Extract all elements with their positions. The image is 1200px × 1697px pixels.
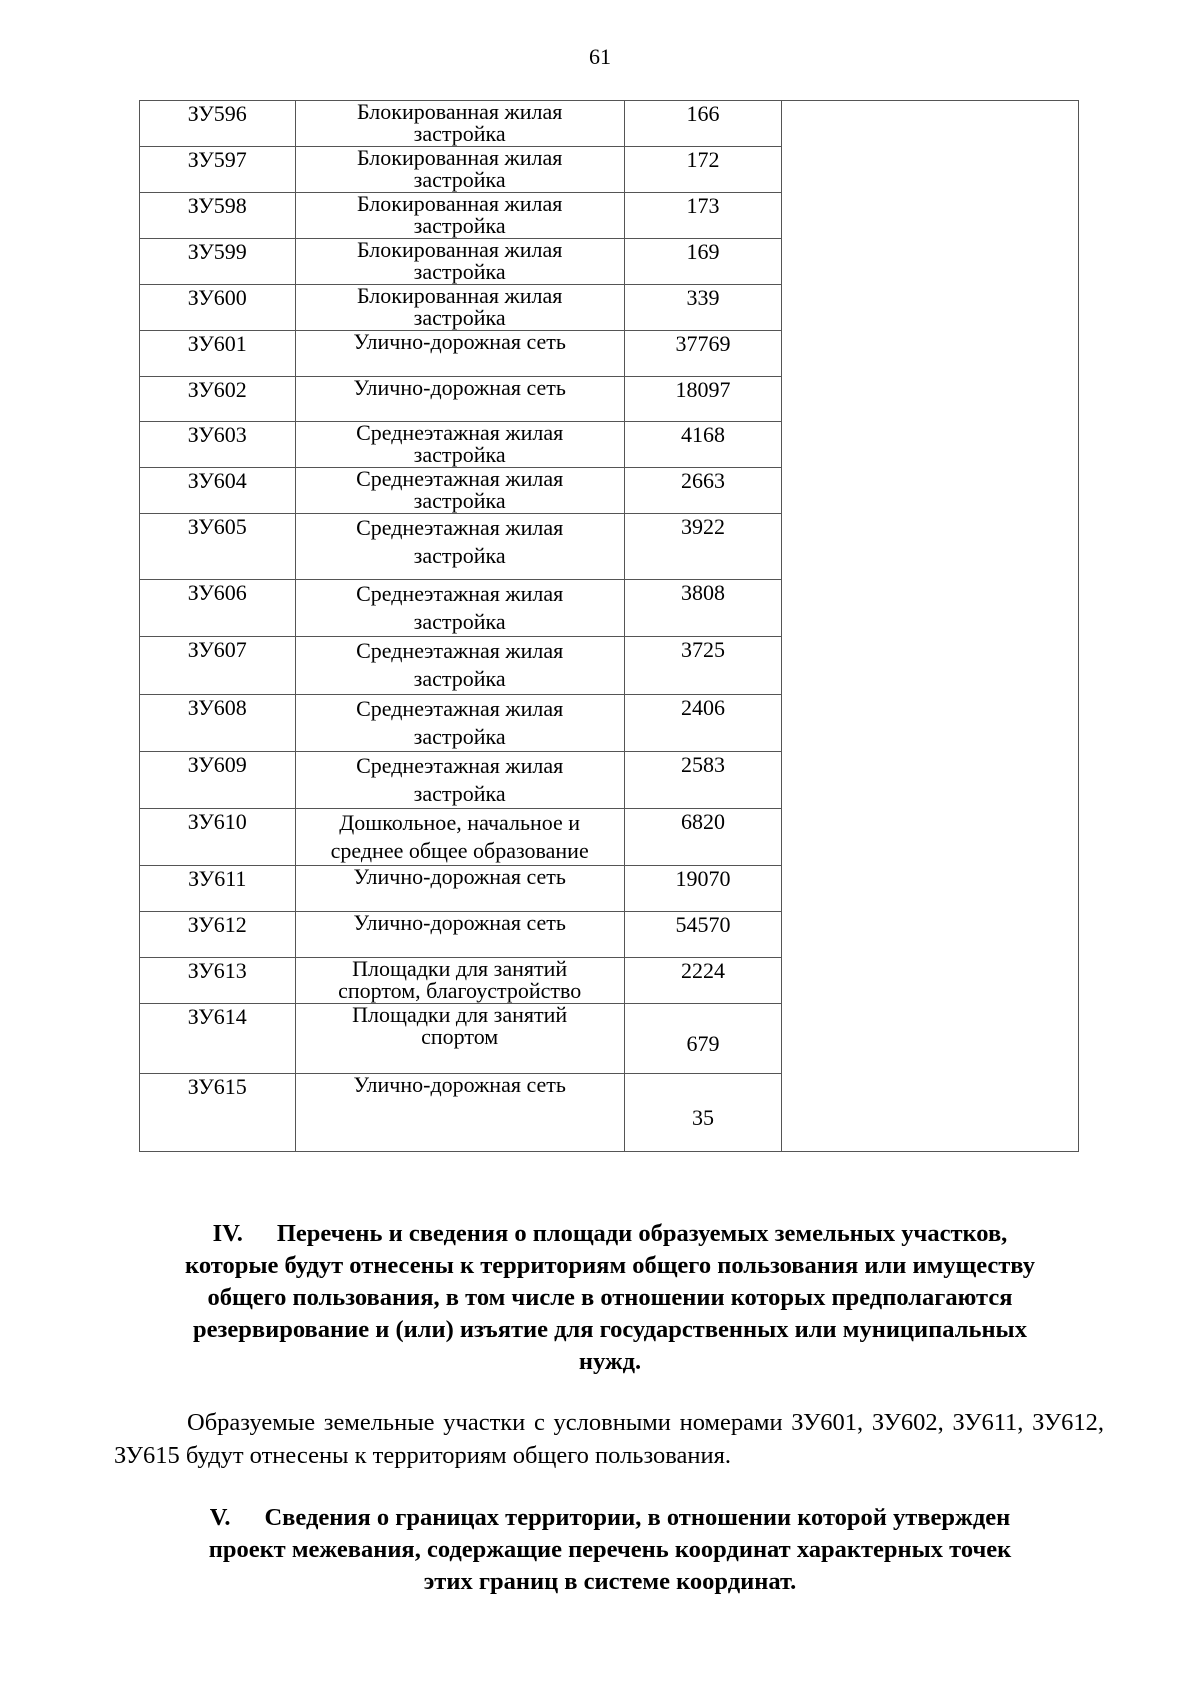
plot-use-cell [295,468,624,514]
plot-area-cell: 679 [624,1004,782,1074]
plot-use-cell [295,912,624,958]
plot-id-cell: ЗУ609 [140,752,296,809]
section-4-number: IV. [212,1220,243,1247]
section-5-title-line: Сведения о границах территории, в отношении которой утвержден [264,1504,1011,1531]
plot-id-cell: ЗУ602 [140,377,296,422]
plot-use-line: Среднеэтажная жилая [356,638,564,663]
plot-area-cell: 166 [624,101,782,147]
plot-id-cell: ЗУ606 [140,580,296,637]
plot-use-line: Улично-дорожная сеть [353,864,566,889]
plot-use-line: застройка [413,167,506,192]
plot-use-line: среднее общее образование [330,838,589,863]
plot-use-line: застройка [413,781,506,806]
section-4-title-line: которые будут отнесены к территориям общего пользования или имуществу [185,1252,1035,1279]
plot-use-cell [295,147,624,193]
plot-use-line: Блокированная жилая [356,191,563,216]
plot-use-line: Площадки для занятий [352,956,568,981]
plot-area-cell: 172 [624,147,782,193]
section-4-paragraph: Образуемые земельные участки с условными номерами ЗУ601, ЗУ602, ЗУ611, ЗУ612, ЗУ615 будут отнесены к территориям общего пользования. [114,1409,1104,1469]
plot-id-cell: ЗУ614 [140,1004,296,1074]
plot-area-cell: 54570 [624,912,782,958]
section-4-title-line: общего пользования, в том числе в отношении которых предполагаются [207,1284,1013,1311]
plot-area-cell: 339 [624,285,782,331]
plot-area-cell: 169 [624,239,782,285]
plot-use-cell [295,866,624,912]
plot-id-cell: ЗУ612 [140,912,296,958]
plot-use-cell [295,752,624,809]
plot-use-line: Улично-дорожная сеть [353,329,566,354]
plot-id-cell: ЗУ608 [140,695,296,752]
plot-use-line: застройка [413,259,506,284]
plot-area-cell: 2224 [624,958,782,1004]
plot-area-cell: 19070 [624,866,782,912]
section-4-title-line: резервирование и (или) изъятие для государственных или муниципальных [193,1316,1027,1343]
plot-id-cell: ЗУ611 [140,866,296,912]
plot-area-cell: 37769 [624,331,782,377]
plot-area-cell: 2583 [624,752,782,809]
plot-id-cell: ЗУ607 [140,637,296,695]
section-4-title-line: Перечень и сведения о площади образуемых земельных участков, [276,1220,1008,1247]
plot-area-cell: 18097 [624,377,782,422]
plot-area-cell: 2663 [624,468,782,514]
plot-use-line: застройка [413,543,506,568]
plot-area-cell: 3725 [624,637,782,695]
plot-use-cell [295,239,624,285]
plot-use-cell [295,580,624,637]
plot-use-cell [295,377,624,422]
plot-id-cell: ЗУ603 [140,422,296,468]
plot-id-cell: ЗУ598 [140,193,296,239]
plot-use-cell [295,1004,624,1074]
empty-merged-column [782,101,1079,1152]
plot-id-cell: ЗУ610 [140,809,296,866]
plot-id-cell: ЗУ601 [140,331,296,377]
section-4-title-line: нужд. [578,1348,642,1375]
plot-area-cell: 3922 [624,514,782,580]
plot-id-cell: ЗУ605 [140,514,296,580]
plot-use-cell [295,193,624,239]
plot-area-cell: 6820 [624,809,782,866]
plot-use-cell [295,422,624,468]
plot-use-line: Среднеэтажная жилая [356,466,564,491]
plot-area-cell: 173 [624,193,782,239]
plot-use-line: застройка [413,609,506,634]
section-5-number: V. [209,1504,231,1531]
plot-area-cell: 4168 [624,422,782,468]
plot-id-cell: ЗУ597 [140,147,296,193]
plot-use-line: Среднеэтажная жилая [356,696,564,721]
plot-use-line: Среднеэтажная жилая [356,753,564,778]
plot-use-line: Среднеэтажная жилая [356,420,564,445]
plot-use-cell [295,958,624,1004]
plot-area-cell: 3808 [624,580,782,637]
plot-use-line: застройка [413,213,506,238]
land-plots-table [139,100,1079,1152]
plot-use-line: Блокированная жилая [356,99,563,124]
plot-use-line: застройка [413,666,506,691]
section-4-heading [110,1218,1110,1378]
plot-use-line: Среднеэтажная жилая [356,581,564,606]
plot-use-line: Улично-дорожная сеть [353,1072,566,1097]
plot-use-line: Улично-дорожная сеть [353,910,566,935]
plot-use-line: застройка [413,724,506,749]
land-plots-table-body [140,101,1079,1152]
plot-use-cell [295,1074,624,1152]
plot-use-line: Площадки для занятий [352,1002,568,1027]
plot-use-line: спортом, благоустройство [338,978,582,1003]
table-row [140,101,1079,147]
plot-use-cell [295,514,624,580]
section-5-title-line: проект межевания, содержащие перечень координат характерных точек [208,1536,1012,1563]
plot-use-line: Блокированная жилая [356,283,563,308]
plot-use-line: застройка [413,488,506,513]
plot-use-line: застройка [413,305,506,330]
plot-use-line: застройка [413,442,506,467]
plot-id-cell: ЗУ613 [140,958,296,1004]
plot-use-line: Дошкольное, начальное и [339,810,581,835]
plot-area-cell: 2406 [624,695,782,752]
plot-use-line: Среднеэтажная жилая [356,515,564,540]
plot-use-line: Улично-дорожная сеть [353,375,566,400]
plot-use-cell [295,101,624,147]
plot-use-cell [295,809,624,866]
plot-use-line: Блокированная жилая [356,237,563,262]
plot-id-cell: ЗУ615 [140,1074,296,1152]
plot-id-cell: ЗУ596 [140,101,296,147]
plot-use-line: застройка [413,121,506,146]
plot-id-cell: ЗУ604 [140,468,296,514]
plot-id-cell: ЗУ600 [140,285,296,331]
plot-use-cell [295,637,624,695]
plot-use-cell [295,285,624,331]
plot-area-cell: 35 [624,1074,782,1152]
page-number: 61 [589,44,611,69]
plot-use-cell [295,331,624,377]
plot-use-line: спортом [421,1024,499,1049]
section-5-title-line: этих границ в системе координат. [423,1568,797,1595]
plot-use-cell [295,695,624,752]
plot-use-line: Блокированная жилая [356,145,563,170]
section-5-heading [110,1502,1110,1598]
plot-id-cell: ЗУ599 [140,239,296,285]
